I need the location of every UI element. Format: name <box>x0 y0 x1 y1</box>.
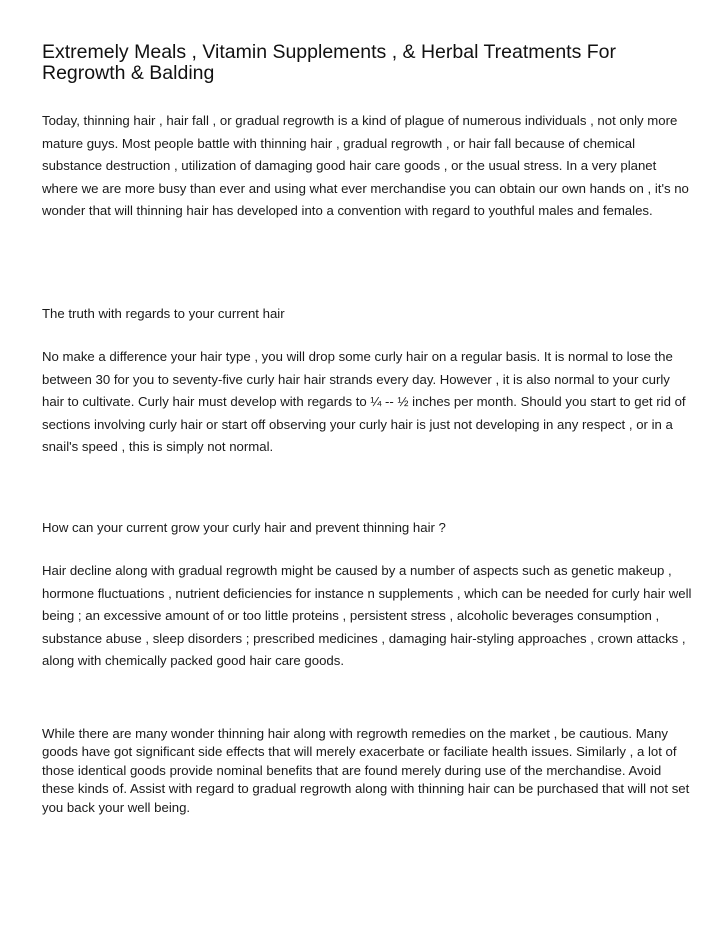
caution-paragraph: While there are many wonder thinning hair along with regrowth remedies on the market , be cautious. Many goods have got significant side effects that will merely exacerbate or faciliate health issues. Similarly , a lot of those identical goods provide nominal benefits that are found merely during use of the merchandise. Avoid these kinds of. Assist with regard to gradual regrowth along with thinning hair can be purchased that will not set you back your well being. <box>42 726 690 815</box>
intro-paragraph: Today, thinning hair , hair fall , or gradual regrowth is a kind of plague of numerous individuals , not only more mature guys. Most people battle with thinning hair , gradual regrowth , or hair fall because of chemical substance destruction , utilization of damaging good hair care goods , or the usual stress. In a very planet where we are more busy than ever and using what ever merchandise you can obtain our own hands on , it's no wonder that will thinning hair has developed into a convention with regard to youthful males and females. <box>42 113 689 219</box>
section-heading-truth: The truth with regards to your current hair <box>42 306 285 321</box>
document-title: Extremely Meals , Vitamin Supplements , & Herbal Treatments For Regrowth & Balding <box>42 41 617 84</box>
causes-paragraph: Hair decline along with gradual regrowth might be caused by a number of aspects such as genetic makeup , hormone fluctuations , nutrient deficiencies for instance n supplements , which can be needed for curly hair well being ; an excessive amount of or too little proteins , persistent stress , alcoholic beverages consumption , substance abuse , sleep disorders ; prescribed medicines , damaging hair-styling approaches , crown attacks , along with chemically packed good hair care goods. <box>42 563 692 669</box>
truth-paragraph: No make a difference your hair type , you will drop some curly hair on a regular basis. It is normal to lose the between 30 for you to seventy-five curly hair hair strands every day. However , it is also normal to your curly hair to cultivate. Curly hair must develop with regards to ¼ -- ½ inches per month. Should you start to get rid of sections involving curly hair or start off observing your curly hair is just not developing in any respect , or in a snail's speed , this is simply not normal. <box>42 349 686 455</box>
section-heading-grow: How can your current grow your curly hair and prevent thinning hair ? <box>42 520 446 535</box>
